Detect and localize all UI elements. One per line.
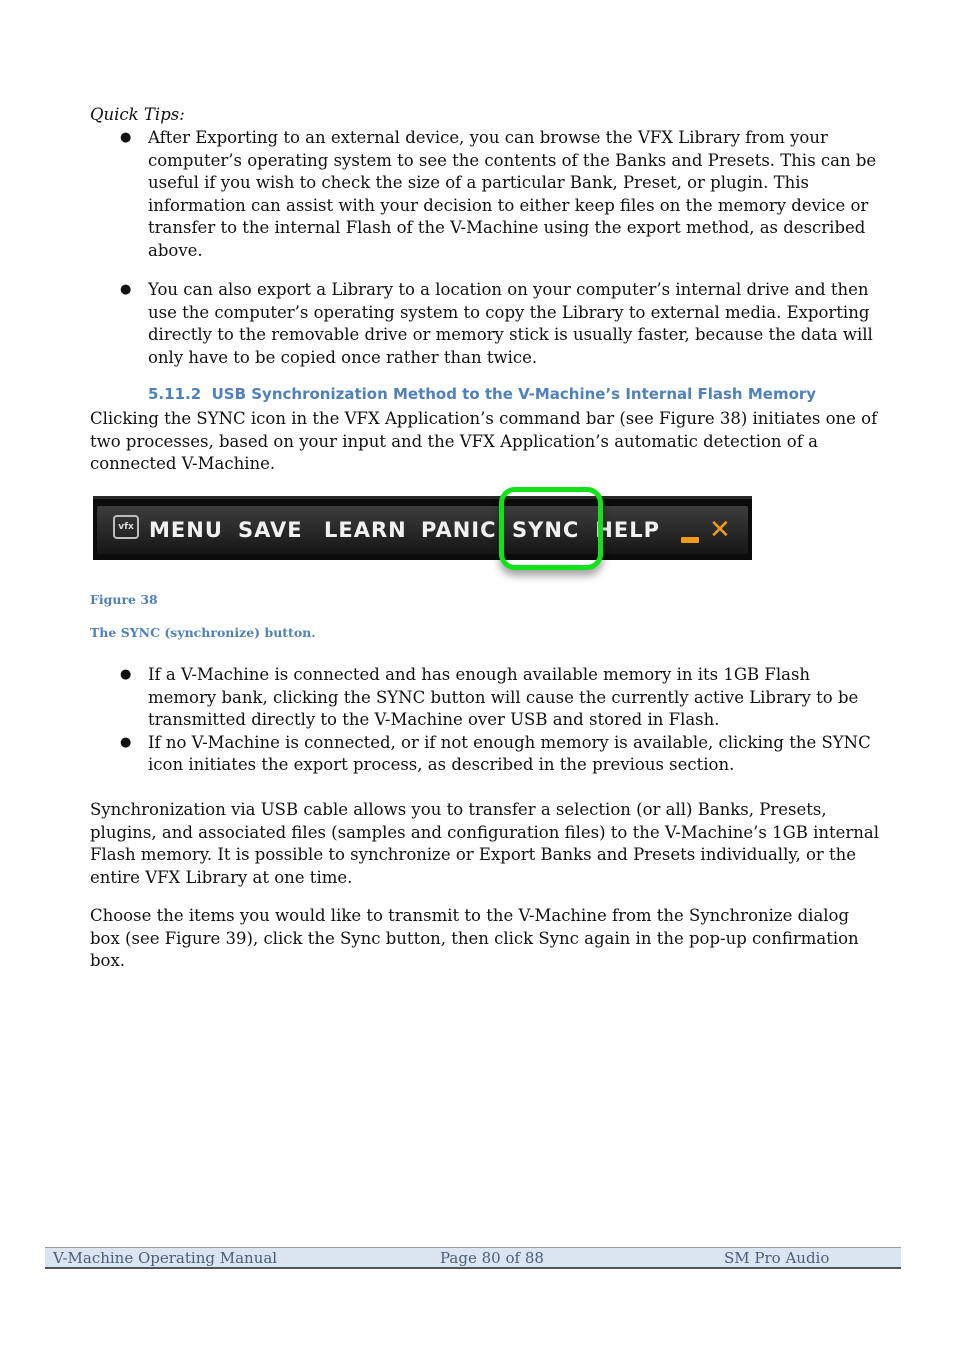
bullet-icon: ●	[120, 130, 132, 145]
learn-button[interactable]: LEARN	[324, 518, 407, 542]
figure-number: Figure 38	[90, 592, 158, 607]
figure-caption: The SYNC (synchronize) button.	[90, 625, 316, 640]
list-item	[90, 732, 880, 777]
quick-tip-text: After Exporting to an external device, you can browse the VFX Library from your computer’s operating system to see the contents of the Banks and Presets. This can be useful if you wish to check the size of a particular Bank, Preset, or plugin. This information can assist with your decision to either keep files on the memory device or transfer to the internal Flash of the V-Machine using the export method, as described above.	[148, 128, 877, 260]
quick-tips-list-2	[90, 279, 880, 369]
bullet-icon: ●	[120, 667, 132, 682]
page-footer	[45, 1247, 901, 1269]
footer-page-number: Page 80 of 88	[440, 1249, 544, 1267]
sync-highlight-ring	[499, 487, 603, 570]
quick-tips-list	[90, 127, 880, 263]
command-bar-figure	[93, 496, 752, 560]
bullet-icon: ●	[120, 282, 132, 297]
bullet-icon: ●	[120, 734, 132, 750]
quick-tip-text: You can also export a Library to a location on your computer’s internal drive and then use the computer’s operating system to copy the Library to external media. Exporting directly to the removable drive or memory stick is usually faster, because the data will only have to be copied once rather than twice.	[148, 280, 873, 367]
menu-button[interactable]: MENU	[149, 518, 223, 542]
list-item	[90, 127, 880, 263]
intro-paragraph: Clicking the SYNC icon in the VFX Application’s command bar (see Figure 38) initiates one of two processes, based on your input and the VFX Application’s automatic detection of a connected V-Machine.	[90, 409, 878, 474]
list-item	[90, 664, 880, 732]
sync-button[interactable]: SYNC	[512, 518, 580, 542]
body-paragraph: Synchronization via USB cable allows you to transfer a selection (or all) Banks, Presets, plugins, and associated files (samples and configuration files) to the V-Machine’s 1GB internal Flash memory. It is possible to synchronize or Export Banks and Presets individually, or the entire VFX Library at one time.	[90, 800, 880, 887]
list-item	[90, 279, 880, 369]
close-icon[interactable]: ✕	[709, 515, 731, 545]
sync-bullet-text: If a V-Machine is connected and has enough available memory in its 1GB Flash memory bank, clicking the SYNC button will cause the currently active Library to be transmitted directly to the V-Machine over USB and stored in Flash.	[148, 665, 859, 730]
sync-behaviour-list	[90, 664, 880, 777]
help-button[interactable]: HELP	[595, 518, 660, 542]
minimize-icon[interactable]	[681, 537, 699, 543]
section-number: 5.11.2	[148, 385, 202, 403]
save-button[interactable]: SAVE	[238, 518, 303, 542]
sync-bullet-text: If no V-Machine is connected, or if not enough memory is available, clicking the SYNC icon initiates the export process, as described in the previous section.	[148, 732, 871, 775]
vfx-logo-icon: vfx	[113, 515, 139, 539]
footer-manual-title: V-Machine Operating Manual	[53, 1249, 278, 1267]
quick-tips-label: Quick Tips:	[90, 105, 185, 124]
panic-button[interactable]: PANIC	[421, 518, 497, 542]
body-paragraph: Choose the items you would like to transmit to the V-Machine from the Synchronize dialog box (see Figure 39), click the Sync button, then click Sync again in the pop-up confirmation box.	[90, 906, 859, 971]
section-heading	[148, 385, 816, 403]
command-bar	[97, 506, 748, 554]
section-title: USB Synchronization Method to the V-Machine’s Internal Flash Memory	[211, 385, 817, 403]
footer-company: SM Pro Audio	[724, 1249, 830, 1267]
